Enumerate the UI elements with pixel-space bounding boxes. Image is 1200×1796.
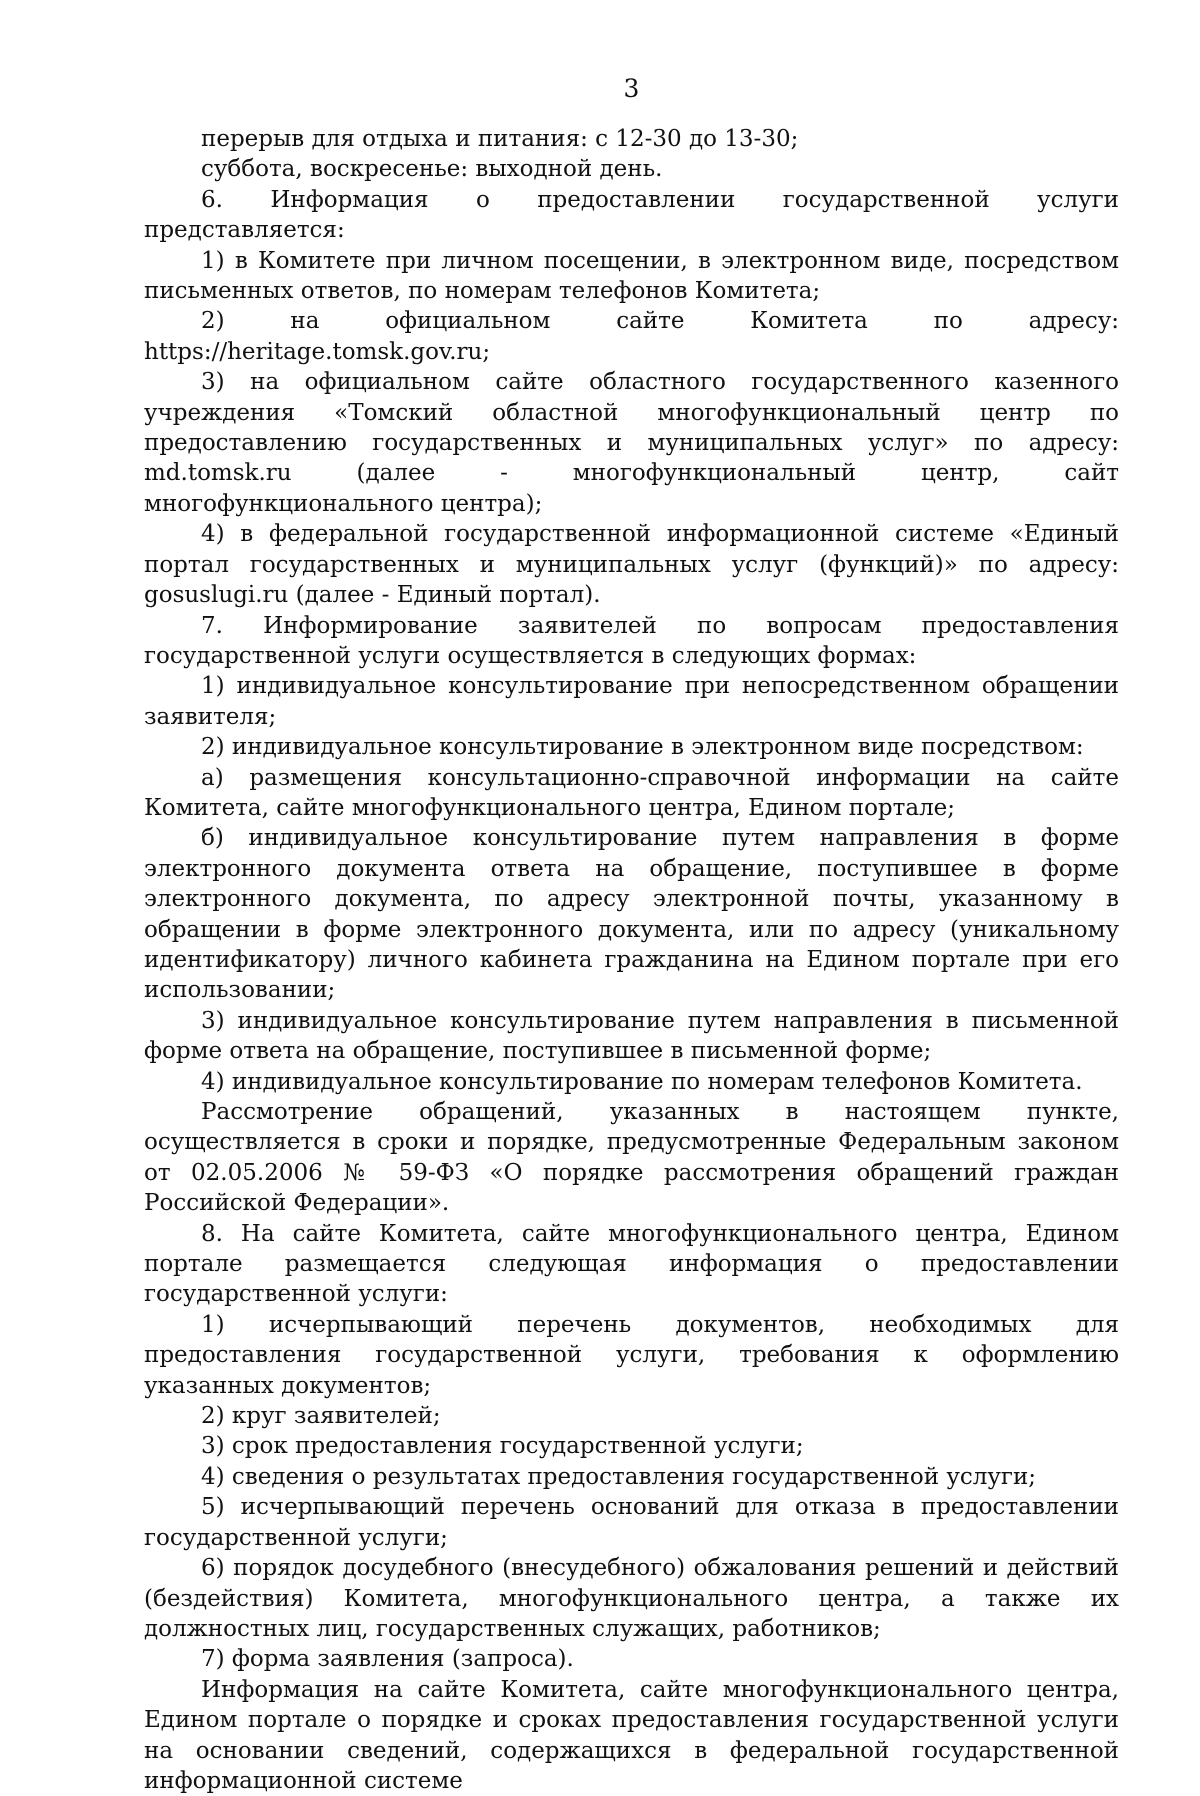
- paragraph: а) размещения консультационно-справочной информации на сайте Комитета, сайте многофункционального центра, Едином портале;: [144, 764, 1119, 821]
- document-body: [144, 124, 1119, 1796]
- paragraph: 6. Информация о предоставлении государственной услуги представляется:: [144, 186, 1119, 244]
- paragraph: перерыв для отдыха и питания: с 12-30 до 13-30;: [201, 126, 799, 152]
- paragraph: 4) сведения о результатах предоставления государственной услуги;: [201, 1463, 1037, 1490]
- paragraph: 5) исчерпывающий перечень оснований для отказа в предоставлении государственной услуги;: [144, 1494, 1119, 1551]
- paragraph: 3) индивидуальное консультирование путем направления в письменной форме ответа на обращение, поступившее в письменной форме;: [144, 1007, 1119, 1065]
- paragraph: 7) форма заявления (запроса).: [201, 1646, 574, 1673]
- paragraph: суббота, воскресенье: выходной день.: [201, 156, 663, 183]
- paragraph: 3) срок предоставления государственной услуги;: [201, 1433, 804, 1460]
- paragraph: Информация на сайте Комитета, сайте многофункционального центра, Едином портале о порядке и сроках предоставления государственной услуги на основании сведений, содержащихся в федеральной государственной информационной системе: [144, 1676, 1119, 1794]
- paragraph: 8. На сайте Комитета, сайте многофункционального центра, Едином портале размещается следующая информация о предоставлении государственной услуги:: [144, 1220, 1119, 1308]
- paragraph: 6) порядок досудебного (внесудебного) обжалования решений и действий (бездействия) Комитета, многофункционального центра, а также их должностных лиц, государственных служащих, работников;: [144, 1555, 1119, 1642]
- paragraph: 2) индивидуальное консультирование в электронном виде посредством:: [201, 734, 1084, 761]
- page-number: 3: [623, 74, 640, 103]
- paragraph: б) индивидуальное консультирование путем направления в форме электронного документа ответа на обращение, поступившее в форме электронного документа, по адресу электронной почты, указанному в обращении в форме электронного документа, или по адресу (уникальному идентификатору) личного кабинета гражданина на Едином портале при его использовании;: [144, 825, 1119, 1004]
- paragraph: 2) на официальном сайте Комитета по адресу: https://heritage.tomsk.gov.ru;: [144, 308, 1119, 365]
- paragraph: 1) в Комитете при личном посещении, в электронном виде, посредством письменных ответов, по номерам телефонов Комитета;: [144, 247, 1119, 305]
- paragraph: 2) круг заявителей;: [201, 1403, 441, 1430]
- paragraph: 1) исчерпывающий перечень документов, необходимых для предоставления государственной услуги, требования к оформлению указанных документов;: [144, 1311, 1119, 1399]
- paragraph: 7. Информирование заявителей по вопросам предоставления государственной услуги осуществляется в следующих формах:: [144, 612, 1119, 669]
- paragraph: 4) в федеральной государственной информационной системе «Единый портал государственных и муниципальных услуг (функций)» по адресу: gosuslugi.ru (далее - Единый портал).: [144, 521, 1119, 609]
- paragraph: 1) индивидуальное консультирование при непосредственном обращении заявителя;: [144, 673, 1119, 730]
- paragraph: Рассмотрение обращений, указанных в настоящем пункте, осуществляется в сроки и порядке, предусмотренные Федеральным законом от 02.05.2006 № 59-ФЗ «О порядке рассмотрения обращений граждан Российской Федерации».: [144, 1099, 1119, 1217]
- paragraph: 3) на официальном сайте областного государственного казенного учреждения «Томский областной многофункциональный центр по предоставлению государственных и муниципальных услуг» по адресу: md.tomsk.ru (далее - многофункциональный центр, сайт многофункционального центра);: [144, 369, 1119, 517]
- paragraph: 4) индивидуальное консультирование по номерам телефонов Комитета.: [201, 1068, 1083, 1095]
